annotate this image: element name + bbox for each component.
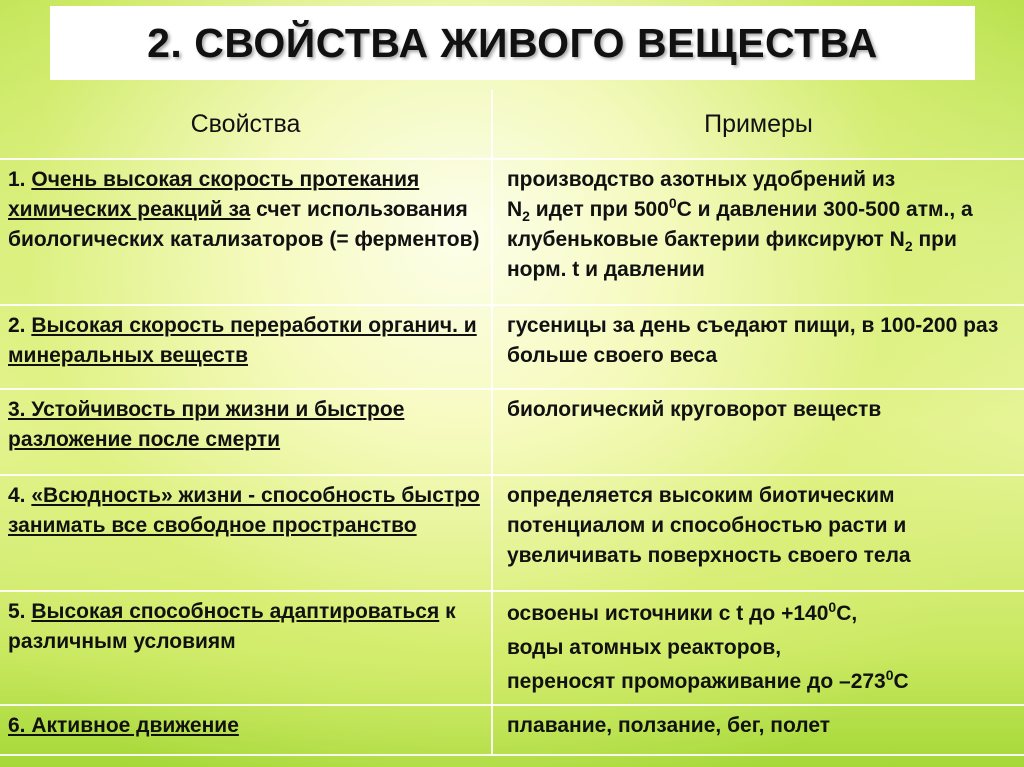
slide-title: 2. СВОЙСТВА ЖИВОГО ВЕЩЕСТВА	[147, 19, 878, 66]
property-text: Устойчивость при жизни и быстрое разложение после смерти	[8, 398, 405, 451]
example-cell	[492, 591, 1024, 705]
example-text: переносят промораживание до –273	[507, 670, 886, 693]
row-number: 3.	[8, 398, 26, 421]
property-text: Активное движение	[25, 714, 239, 737]
example-text: С и давлении 300-500 атм., а клубеньковые бактерии фиксируют N	[507, 198, 973, 251]
header-properties: Свойства	[0, 90, 492, 159]
example-text: N	[507, 198, 523, 221]
example-text: идет при 500	[529, 198, 669, 221]
property-text-rest: к различным условиям	[8, 600, 456, 653]
example-text: освоены источники с t до +140	[507, 602, 829, 625]
example-cell	[492, 389, 1024, 475]
property-text: Высокая способность адаптироваться	[31, 600, 440, 623]
superscript: 0	[885, 667, 894, 683]
example-cell	[492, 305, 1024, 389]
property-cell	[0, 475, 492, 591]
title-bar	[50, 6, 975, 80]
property-cell	[0, 305, 492, 389]
example-text: С	[893, 670, 909, 693]
table-row	[0, 475, 1024, 591]
table-row	[0, 591, 1024, 705]
example-text: воды атомных реакторов,	[507, 636, 782, 659]
example-cell	[492, 475, 1024, 591]
property-text-rest: счет использования биологических катализаторов (= ферментов)	[8, 198, 480, 251]
property-cell	[0, 591, 492, 705]
example-text: гусеницы за день съедают пищи, в 100-200 раз больше своего веса	[507, 314, 999, 367]
property-text: «Всюдность» жизни - способность быстро занимать все свободное пространство	[8, 484, 480, 537]
example-text: при норм. t и давлении	[507, 228, 957, 281]
property-cell	[0, 389, 492, 475]
property-text: Очень высокая скорость протекания химических реакций за	[8, 168, 420, 221]
example-cell	[492, 705, 1024, 755]
superscript: 0	[668, 195, 677, 211]
properties-table	[0, 90, 1024, 756]
example-text: С,	[836, 602, 858, 625]
subscript: 2	[904, 238, 913, 255]
property-cell	[0, 159, 492, 305]
table-header-row	[0, 90, 1024, 159]
row-number: 5.	[8, 600, 32, 623]
table-row	[0, 389, 1024, 475]
table-row	[0, 305, 1024, 389]
subscript: 2	[522, 208, 530, 225]
example-text: биологический круговорот веществ	[507, 398, 882, 421]
row-number: 6.	[8, 714, 26, 737]
example-text: плавание, ползание, бег, полет	[507, 714, 831, 737]
example-cell	[492, 159, 1024, 305]
superscript: 0	[828, 599, 837, 615]
table-row	[0, 705, 1024, 755]
example-text: определяется высоким биотическим потенциалом и способностью расти и увеличивать поверхность своего тела	[507, 484, 911, 567]
property-text: Высокая скорость переработки органич. и минеральных веществ	[8, 314, 477, 367]
header-examples: Примеры	[492, 90, 1024, 159]
row-number: 2.	[8, 314, 32, 337]
row-number: 1.	[8, 168, 32, 191]
table-row	[0, 159, 1024, 305]
example-text: производство азотных удобрений из	[507, 168, 896, 191]
row-number: 4.	[8, 484, 32, 507]
property-cell	[0, 705, 492, 755]
